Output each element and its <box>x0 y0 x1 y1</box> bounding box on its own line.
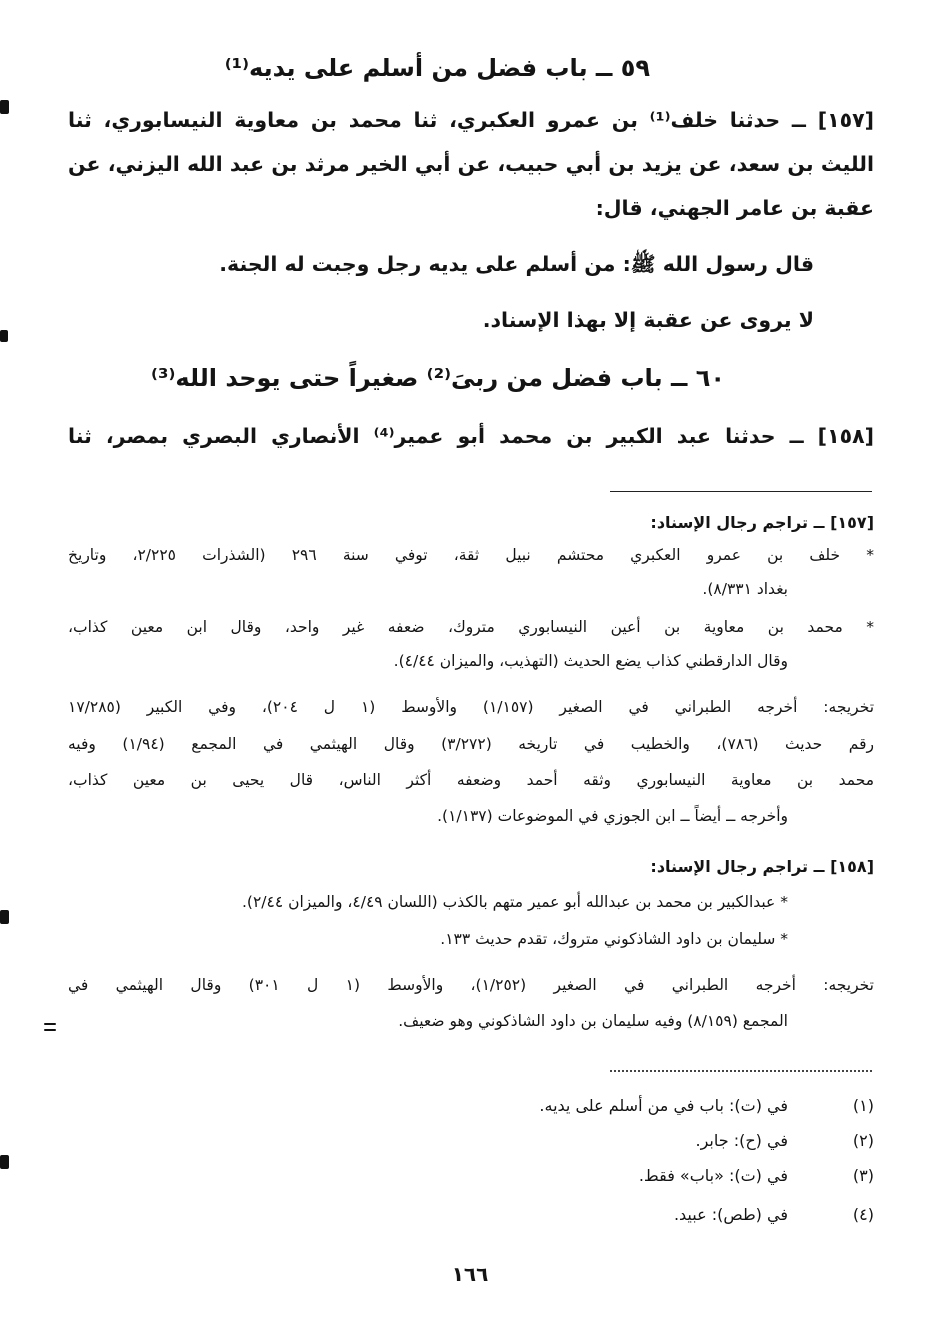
footnote-number: (٣) <box>852 1166 874 1185</box>
notes-157-line: محمد بن معاوية النيسابوري وثقه أحمد وضعفه أكثر الناس، قال يحيى بن معين كذاب، <box>68 771 874 789</box>
notes-158-title: [١٥٨] ــ تراجم رجال الإسناد: <box>650 857 874 876</box>
notes-separator <box>610 491 872 492</box>
hadith-157-note: لا يروى عن عقبة إلا بهذا الإسناد. <box>482 308 814 332</box>
hadith-157-line: الليث بن سعد، عن يزيد بن أبي حبيب، عن أبي الخير مرثد بن عبد الله اليزني، عن <box>68 152 874 176</box>
hadith-157-matn: قال رسول الله ﷺ: من أسلم على يديه رجل وجبت له الجنة. <box>219 252 814 276</box>
hadith-157-line: [١٥٧] ــ حدثنا خلف⁽¹⁾ بن عمرو العكبري، ثنا محمد بن معاوية النيسابوري، ثنا <box>68 108 874 132</box>
chapter-heading-59: ٥٩ ــ باب فضل من أسلم على يديه⁽¹⁾ <box>224 54 650 82</box>
margin-mark <box>44 1029 56 1031</box>
chapter-heading-60: ٦٠ ــ باب فضل من ربىَ⁽²⁾ صغيراً حتى يوحد الله⁽³⁾ <box>151 364 725 392</box>
footnote-number: (٢) <box>852 1131 874 1150</box>
notes-158-line: * عبدالكبير بن محمد بن عبدالله أبو عمير متهم بالكذب (اللسان ٤/٤٩، والميزان ٢/٤٤). <box>241 893 788 911</box>
notes-157-line: بغداد ٨/٣٣١). <box>702 580 788 598</box>
notes-158-line: * سليمان بن داود الشاذكوني متروك، تقدم حديث ١٣٣. <box>440 930 788 948</box>
hadith-158-line: [١٥٨] ــ حدثنا عبد الكبير بن محمد أبو عمير⁽⁴⁾ الأنصاري البصري بمصر، ثنا <box>68 424 874 448</box>
footnote-number: (٤) <box>852 1205 874 1224</box>
notes-157-line: * خلف بن عمرو العكبري محتشم نبيل ثقة، توفي سنة ٢٩٦ (الشذرات ٢/٢٢٥، وتاريخ <box>68 546 874 564</box>
hadith-157-line: عقبة بن عامر الجهني، قال: <box>595 196 874 220</box>
footnote-text: في (ح): جابر. <box>695 1131 788 1150</box>
footnote-text: في (طص): عبيد. <box>673 1205 788 1224</box>
footnote-number: (١) <box>852 1096 874 1115</box>
notes-157-line: * محمد بن معاوية بن أعين النيسابوري متروك، ضعفه غير واحد، وقال ابن معين كذاب، <box>68 618 874 636</box>
page-number: ١٦٦ <box>451 1262 489 1286</box>
notes-157-line: وأخرجه ــ أيضاً ــ ابن الجوزي في الموضوعات (١/١٣٧). <box>437 807 788 825</box>
notes-157-title: [١٥٧] ــ تراجم رجال الإسناد: <box>650 513 874 532</box>
footnote-text: في (ت): باب في من أسلم على يديه. <box>539 1096 788 1115</box>
footnotes-separator <box>610 1070 872 1072</box>
notes-157-line: وقال الدارقطني كذاب يضع الحديث (التهذيب، والميزان ٤/٤٤). <box>393 652 788 670</box>
notes-158-line: تخريجه: أخرجه الطبراني في الصغير (١/٢٥٢)، والأوسط (١ ل ٣٠١) وقال الهيثمي في <box>68 976 874 994</box>
margin-mark <box>0 100 9 114</box>
margin-mark <box>0 910 9 924</box>
notes-157-line: رقم حديث (٧٨٦)، والخطيب في تاريخه (٣/٢٧٢) وقال الهيثمي في المجمع (١/٩٤) وفيه <box>68 735 874 753</box>
margin-mark <box>44 1023 56 1025</box>
margin-mark <box>0 330 8 342</box>
notes-157-line: تخريجه: أخرجه الطبراني في الصغير (١/١٥٧) والأوسط (١ ل ٢٠٤)، وفي الكبير (١٧/٢٨٥ <box>68 698 875 716</box>
margin-mark <box>0 1155 9 1169</box>
footnote-text: في (ت): «باب» فقط. <box>638 1166 788 1185</box>
notes-158-line: المجمع (٨/١٥٩) وفيه سليمان بن داود الشاذكوني وهو ضعيف. <box>398 1012 788 1030</box>
